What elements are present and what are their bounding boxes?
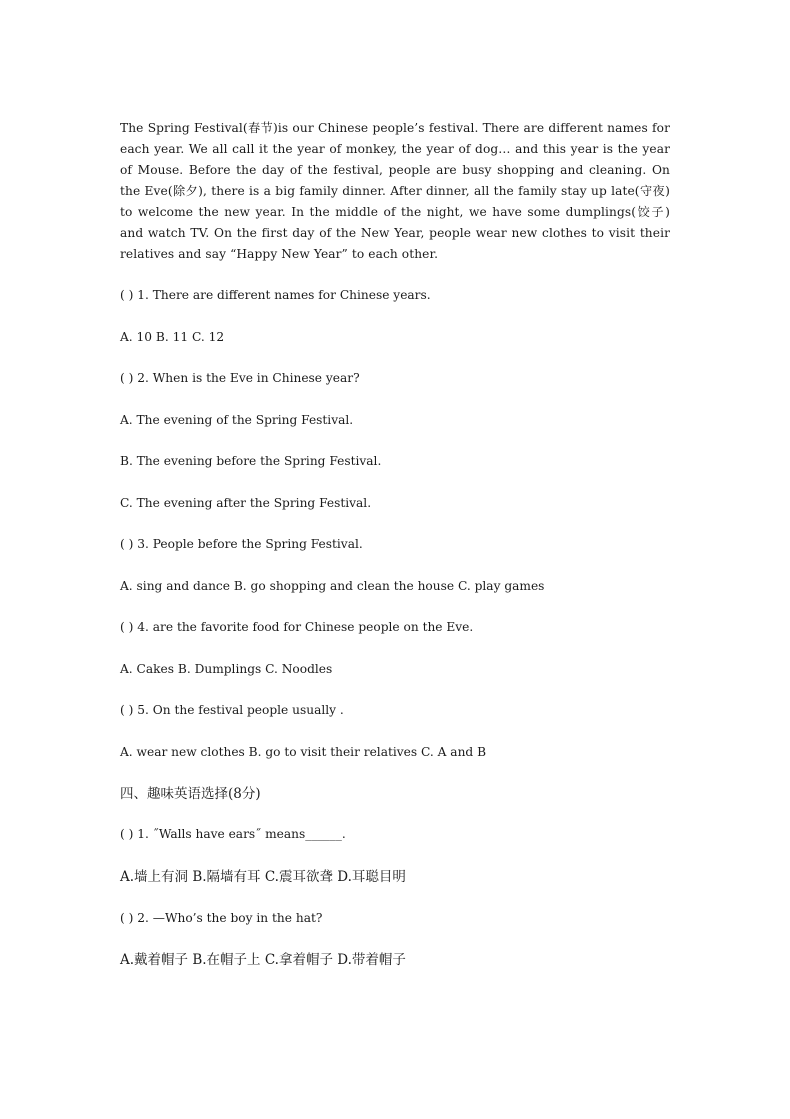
question-text: ( ) 1. ˝Walls have ears˝ means______.	[120, 827, 346, 841]
answer-options: A.戴着帽子 B.在帽子上 C.拿着帽子 D.带着帽子	[120, 952, 406, 968]
reading-passage: The Spring Festival(春节)is our Chinese people’s festival. There are different names for each year. We all call it the year of monkey, the year of dog… and this year is the year of Mouse. Before the day of the festival, people are busy shopping and cleaning. On the Eve(除夕), there is a big family dinner. After dinner, all the family stay up late(守夜) to welcome the new year. In the middle of the night, we have some dumplings(饺子) and watch TV. On the first day of the New Year, people wear new clothes to visit their relatives and say “Happy New Year” to each other.	[120, 121, 670, 261]
question-text: ( ) 1. There are different names for Chinese years.	[120, 288, 431, 302]
question-text: ( ) 4. are the favorite food for Chinese people on the Eve.	[120, 620, 474, 634]
answer-option-b: B. The evening before the Spring Festival.	[120, 454, 382, 468]
answer-options: A.墙上有洞 B.隔墙有耳 C.震耳欲聋 D.耳聪目明	[120, 868, 406, 885]
question-text: ( ) 3. People before the Spring Festival.	[120, 537, 363, 551]
reading-question-4	[120, 617, 670, 680]
reading-question-1	[120, 285, 670, 348]
question-text: ( ) 2. When is the Eve in Chinese year?	[120, 371, 360, 385]
answer-option-a: A. The evening of the Spring Festival.	[120, 412, 354, 427]
question-text: ( ) 2. —Who’s the boy in the hat?	[120, 910, 323, 925]
answer-options: A. wear new clothes B. go to visit their relatives C. A and B	[120, 744, 487, 759]
question-text: ( ) 5. On the festival people usually .	[120, 703, 344, 717]
document-page	[120, 118, 670, 991]
reading-question-3	[120, 534, 670, 597]
answer-options: A. 10 B. 11 C. 12	[120, 329, 225, 344]
section-heading: 四、趣味英语选择(8分)	[120, 786, 261, 802]
answer-options: A. Cakes B. Dumplings C. Noodles	[120, 661, 333, 676]
reading-question-2	[120, 368, 670, 514]
answer-options: A. sing and dance B. go shopping and clean the house C. play games	[120, 578, 545, 593]
section-4	[120, 783, 670, 971]
answer-option-c: C. The evening after the Spring Festival.	[120, 495, 372, 510]
reading-question-5	[120, 700, 670, 763]
